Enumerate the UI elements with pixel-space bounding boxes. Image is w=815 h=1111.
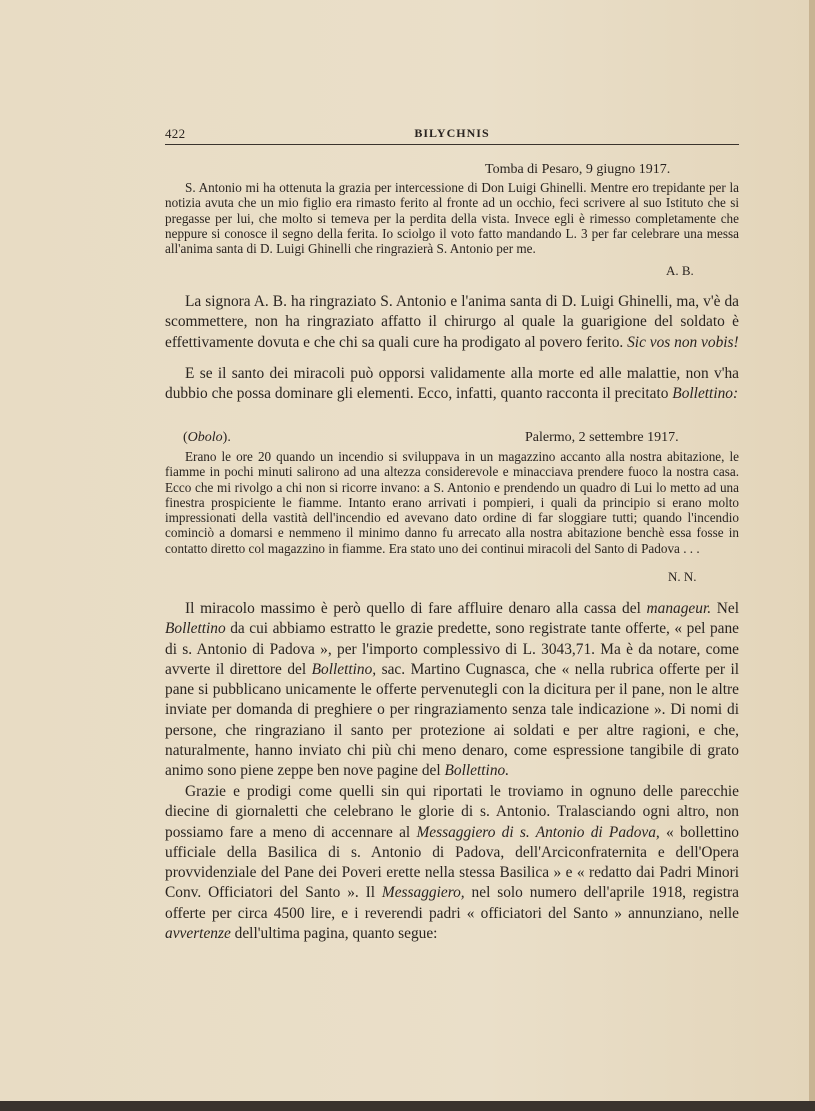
paragraph-3 (165, 599, 739, 782)
header-rule (165, 144, 739, 145)
letter2-body (165, 449, 739, 556)
p3-t2: Nel (711, 600, 739, 617)
paragraph-1-text: La signora A. B. ha ringraziato S. Antonio e l'anima santa di D. Luigi Ghinelli, ma, v'è da scommettere, non ha ringraziato affatto il chirurgo al quale la guarigione del soldato è effettivamente dovuta e che chi sa quali cure ha prodigato al povero ferito. (165, 293, 739, 351)
p4-i1: Messaggiero di s. Antonio di Padova, (416, 823, 660, 841)
journal-title: BILYCHNIS (414, 126, 490, 140)
paragraph-1-italic: Sic vos non vobis! (627, 333, 739, 351)
p4-t4: dell'ultima pagina, quanto segue: (230, 925, 438, 943)
page-number: 422 (165, 126, 186, 141)
letter1-body (165, 180, 739, 256)
page-edge (809, 0, 815, 1111)
p4-i2: Messaggiero, (381, 884, 465, 902)
scan-bottom-strip (0, 1101, 815, 1111)
running-header (165, 126, 739, 144)
paragraph-1 (165, 292, 739, 353)
paragraph-2-text: E se il santo dei miracoli può opporsi validamente alla morte ed alle malattie, non v'ha dubbio che possa dominare gli elementi. Ecco, infatti, quanto racconta il precitato (165, 365, 739, 403)
p3-i4: Bollettino. (444, 762, 510, 780)
letter2-label-text: Obolo (187, 430, 223, 445)
p3-t4: sac. Martino Cugnasca, che « nella rubrica offerte per il pane si pubblicano unicamente le offerte pervenutegli con la dicitura per il pane, non le altre inviate per domanda di preghiere o per ringraziamento senza tale indicazione ». Di nomi di persone, che ringraziano il santo per protezione ai soldati e per altre ragioni, e che, naturalmente, hanno inviato chi più chi meno denaro, come espressione tangibile di grato animo sono piene zeppe ben nove pagine del (165, 660, 739, 780)
p3-i2: Bollettino (165, 620, 226, 638)
p3-i3: Bollettino, (311, 660, 377, 678)
letter2-label: (Obolo). (183, 430, 231, 445)
p3-t1: Il miracolo massimo è però quello di fare affluire denaro alla cassa del (185, 600, 647, 617)
p4-t1: Grazie e prodigi come quelli sin qui riportati le troviamo in ognuno delle parecchie diecine di giornaletti che celebrano le glorie di s. Antonio. Tralasciando ogni altro, non possiamo fare a meno di accennare al (165, 783, 739, 841)
paragraph-2-italic: Bollettino: (672, 385, 739, 403)
p4-t2: « bollettino ufficiale della Basilica di s. Antonio di Padova, dell'Arciconfraternita e dell'Opera provvidenziale del Pane dei Poveri erette nella stessa Basilica » e « redatto dai Padri Minori Conv. Officiatori del Santo ». Il (165, 823, 739, 902)
letter1-signature: A. B. (666, 263, 694, 278)
p4-t3: nel solo numero dell'aprile 1918, registra offerte per circa 4500 lire, e i reverendi padri « officiatori del Santo » annunziano, nelle (165, 884, 739, 922)
paragraph-4 (165, 782, 739, 944)
letter2-dateline: Palermo, 2 settembre 1917. (525, 430, 679, 445)
p3-t3: da cui abbiamo estratto le grazie predette, sono registrate tante offerte, « pel pane di s. Antonio di Padova », per l'importo complessivo di L. 3043,71. Ma è da notare, come avverte il direttore del (165, 620, 739, 678)
p3-i1: manageur. (646, 600, 712, 617)
letter2-text: Erano le ore 20 quando un incendio si sviluppava in un magazzino accanto alla nostra abitazione, le fiamme in pochi minuti salirono ad una altezza considerevole e minacciava prendere fuoco la nostra casa. Ecco che mi rivolgo a chi non si ricorre invano: a S. Antonio e prendendo un quadro di Lui lo metto ad una finestra prospiciente le fiamme. Intanto erano arrivati i pompieri, i quali da principio si erano molto impressionati della vastità dell'incendio ed avevano dato ordine di far sloggiare tutti; quando l'incendio cominciò a domarsi e nemmeno il minimo danno fu arrecato alla nostra abitazione benchè essa fosse in contatto diretto col magazzino in fiamme. Era stato uno dei continui miracoli del Santo di Padova . . . (165, 449, 739, 556)
paragraph-2 (165, 364, 739, 405)
letter1-dateline: Tomba di Pesaro, 9 giugno 1917. (485, 162, 671, 177)
p4-i3: avvertenze (165, 925, 231, 943)
letter2-signature: N. N. (668, 569, 697, 584)
letter1-text: S. Antonio mi ha ottenuta la grazia per intercessione di Don Luigi Ghinelli. Mentre ero trepidante per la notizia avuta che un mio figlio era rimasto ferito al fronte ad un occhio, feci scrivere al suo Istituto che si pregasse per lui, che molto si temeva per la perdita della vista. Invece egli è rimesso completamente che neppure si conosce il segno della ferita. Io sciolgo il voto fatto mandando L. 3 per far celebrare una messa all'anima santa di D. Luigi Ghinelli che ringrazierà S. Antonio per me. (165, 180, 739, 257)
